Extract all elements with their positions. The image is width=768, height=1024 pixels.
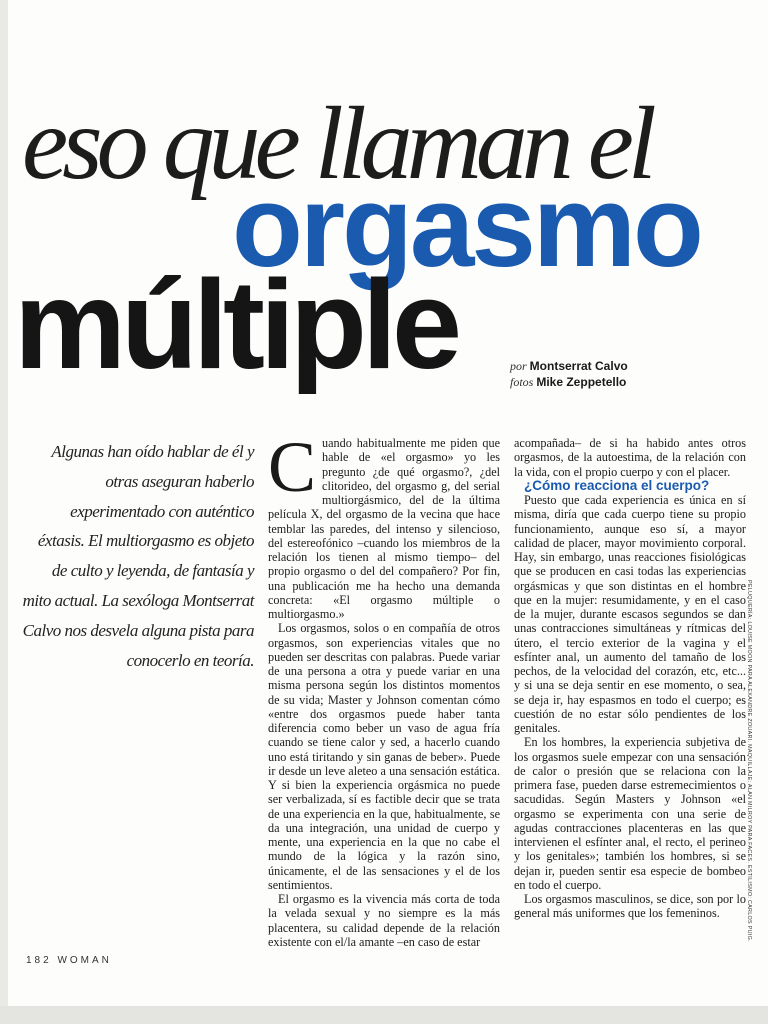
section-subhead: ¿Cómo reacciona el cuerpo?: [524, 477, 710, 493]
author-credit: [510, 358, 628, 374]
paragraph: acompañada– de si ha habido antes otros orgasmos, de la autoestima, de la relación con la vida, con el propio cuerpo y con el placer.: [514, 436, 746, 479]
paragraph: Los orgasmos, solos o en compañía de otros orgasmos, son experiencias vitales que no pueden ser descritas con palabras. Puede variar de una persona a otra y puede variar en una misma persona según los distintos momentos de su vida; Master y Johnson comentan cómo «entre dos orgasmos puede haber tanta diferencia como beber un vaso de agua fría cuando se tiene calor y sed, a hacerlo cuando uno está tiritando y sin ganas de beber». Puede ir desde un leve aleteo a una sensación estática. Y si bien la experiencia orgásmica no puede ser verbalizada, sí es factible decir que se trata de una experiencia en la que, habitualmente, se da una integración, una unidad de cuerpo y mente, una experiencia en la que no cabe el mundo de la lógica y la razón sino, únicamente, el de las sensaciones y el de los sentimientos.: [268, 621, 500, 892]
photographer-name: Mike Zeppetello: [536, 375, 627, 389]
paragraph: Puesto que cada experiencia es única en sí misma, diría que cada cuerpo tiene su propio funcionamiento, aunque eso sí, a mayor calidad de placer, mayor movimiento corporal. Hay, sin embargo, unas reacciones fisiológicas que se producen en casi todas las experiencias orgásmicas y que son distintas en el hombre que en la mujer: resumidamente, y en el caso de la mujer, durante escasos segundos se dan unas contracciones simultáneas y rítmicas del útero, el tercio exterior de la vagina y el esfínter anal, un aumento del tamaño de los pechos, de la velocidad del corazón, etc, etc... y si una se deja sentir en ese momento, o sea, se deja ir, hay espasmos en todo el cuerpo; es cuestión de no estar sólo pendientes de los genitales.: [514, 493, 746, 735]
page-edge-bottom: [0, 1006, 768, 1024]
article-column-1: [268, 427, 500, 949]
intro-deck: Algunas han oído hablar de él y otras aseguran haberlo experimentado con auténtico éxtasis. El multiorgasmo es objeto de culto y leyenda, de fantasía y mito actual. La sexóloga Montserrat Calvo nos desvela alguna pista para conocerlo en teoría.: [22, 442, 254, 670]
headline-line-2: orgasmo: [232, 161, 701, 291]
paragraph: El orgasmo es la vivencia más corta de toda la velada sexual y no siempre es la más placentera, su calidad depende de la relación existente con el/la amante –en caso de estar: [268, 892, 500, 949]
author-name: Montserrat Calvo: [529, 359, 628, 373]
page-folio: 182 WOMAN: [26, 955, 112, 966]
drop-cap: C: [268, 427, 317, 507]
photos-label: fotos: [510, 375, 534, 389]
byline: [510, 358, 628, 390]
headline-line-1: eso que llaman el: [22, 86, 651, 201]
photo-credits-vertical: PELUQUERÍA: LOUISE MOON PARA ALEXANDRE ZOUARI. MAQUILLAJE: ALAN MILROY PARA FACES. ESTILISMO: CARLOS PUIG.: [746, 580, 752, 942]
photo-credit: [510, 374, 628, 390]
article-column-2: [514, 436, 746, 921]
headline-line-3: múltiple: [14, 254, 458, 395]
page-edge-left: [0, 0, 8, 1024]
paragraph: Los orgasmos masculinos, se dice, son por lo general más uniformes que los femeninos.: [514, 892, 746, 921]
author-label: por: [510, 359, 527, 373]
paragraph: En los hombres, la experiencia subjetiva de los orgasmos suele empezar con una sensación de calor o presión que se relaciona con la primera fase, pueden darse estremecimientos o sacudidas. Según Masters y Johnson «el orgasmo se experimenta con una serie de agudas contracciones placenteras en las que intervienen el esfínter anal, el recto, el perineo y los genitales»; también los hombres, si se dejan ir, pueden sentir esa especie de bombeo en todo el cuerpo.: [514, 735, 746, 892]
paragraph: uando habitualmente me piden que hable de «el orgasmo» yo les pregunto ¿de qué orgasmo?, ¿del clitorideo, del orgasmo g, del serial multiorgásmico, del de la última película X, del orgasmo de la vecina que hace temblar las paredes, del intenso y silencioso, del estereofónico –cuando los miembros de la relación los tienen al mismo tiempo– del propio orgasmo o del del compañero? Por fin, una publicación me ha hecho una demanda concreta: «El orgasmo múltiple o multiorgasmo.»: [268, 436, 500, 621]
